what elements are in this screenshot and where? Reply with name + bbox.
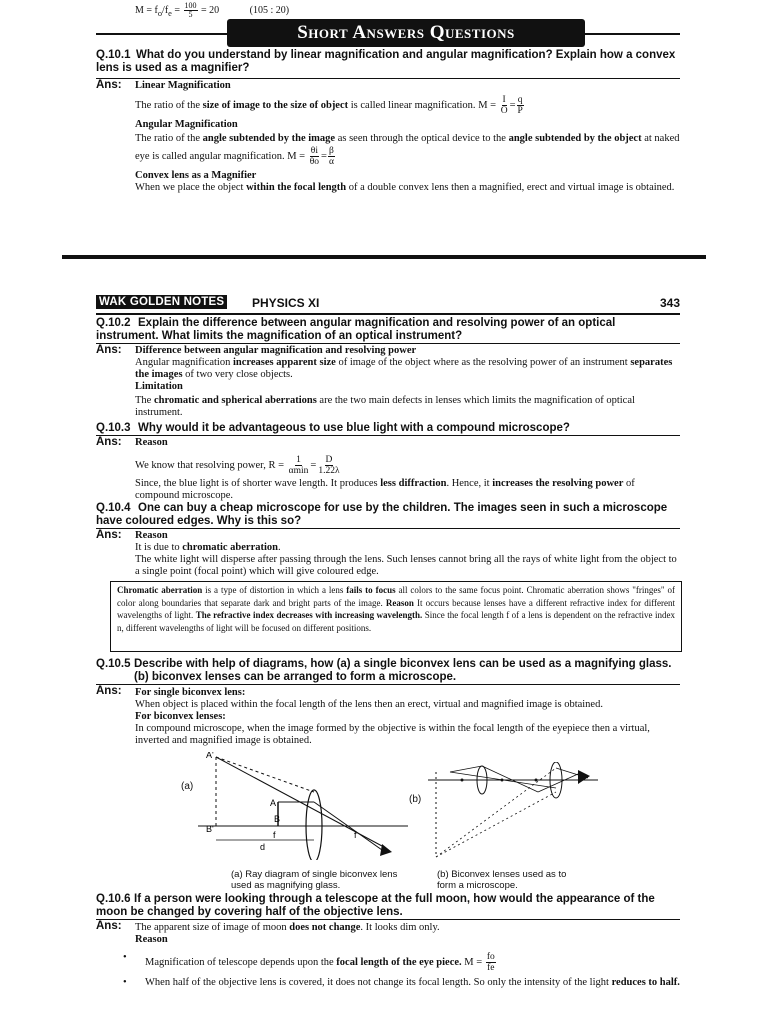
- question-10-5: [96, 658, 680, 683]
- ray-diagram-microscope: [428, 762, 598, 862]
- heading-linear-magnification: Linear Magnification: [135, 80, 231, 91]
- ray: [538, 774, 578, 792]
- fraction-numerator: 1: [296, 455, 301, 465]
- text: The: [135, 395, 152, 406]
- bold-text: increases apparent size: [232, 357, 336, 368]
- formula-text: = 20: [198, 4, 220, 16]
- paragraph: When object is placed within the focal length of the lens then an erect, virtual and magnified image is obtained.: [135, 699, 603, 710]
- diagram-a-tag: (a): [181, 781, 194, 792]
- header-rule: [96, 313, 680, 315]
- text: Since the focal length f of a lens is dependent on the refractive index n, different wavelengths of light will be focused on different positions.: [117, 610, 675, 633]
- question-10-3: [96, 422, 680, 435]
- subject-label: PHYSICS XI: [252, 296, 320, 310]
- fraction: [288, 455, 310, 476]
- text: Magnification of telescope depends upon the: [145, 956, 334, 968]
- fraction-denominator: P: [517, 106, 523, 116]
- formula-text: M = f: [135, 4, 158, 16]
- answer-label: Ans:: [96, 344, 122, 356]
- text: The ratio of the: [135, 99, 201, 111]
- paragraph: The white light will disperse after passing through the lens. Such lenses cannot bring all the rays of white light from the object to a single point (focal point) which will give coloured edge.: [135, 554, 677, 577]
- fraction-numerator: θi: [310, 146, 318, 156]
- fraction-denominator: fe: [487, 963, 495, 973]
- focal-point: [501, 779, 504, 782]
- label-f-right: f: [354, 830, 357, 840]
- focal-point: [461, 779, 464, 782]
- bold-text: does not change: [289, 922, 361, 933]
- text: When we place the object: [135, 182, 244, 193]
- page-number: 343: [659, 296, 680, 310]
- answer-10-2: [135, 345, 680, 419]
- page-separator: [62, 255, 706, 259]
- label-d: d: [260, 842, 266, 852]
- paragraph: [135, 395, 680, 419]
- page-header: [96, 295, 680, 311]
- paragraph: [135, 182, 680, 194]
- fraction-numerator: 100: [184, 1, 197, 10]
- answer-10-6: [123, 922, 680, 989]
- question-10-6: [96, 893, 680, 918]
- eye-icon: [578, 770, 590, 784]
- divider: [96, 684, 680, 685]
- text: It is due to: [135, 542, 180, 553]
- fraction: [500, 95, 509, 116]
- answer-label: Ans:: [96, 436, 122, 448]
- text: The ratio of the: [135, 133, 201, 144]
- label-f-left: f: [273, 830, 276, 840]
- text: When half of the objective lens is covered, it does not change its focal length. So only the intensity of the light: [145, 977, 609, 988]
- heading-biconvex-lenses: For biconvex lenses:: [135, 711, 226, 722]
- focal-point: [535, 779, 538, 782]
- formula-sub: e: [168, 8, 172, 18]
- bold-text: angle subtended by the image: [202, 133, 336, 144]
- fraction-numerator: β: [329, 146, 334, 156]
- bold-text: Reason: [385, 597, 414, 608]
- bold-text: reduces to half.: [611, 977, 680, 988]
- bold-text: focal length of the eye piece.: [336, 956, 462, 968]
- answer-10-1: [135, 80, 680, 194]
- text: of two very close objects.: [185, 369, 293, 380]
- text: M =: [287, 150, 306, 162]
- question-text: Explain the difference between angular magnification and resolving power of an optical instrument. What limits the magnification of an optical instrument?: [96, 317, 616, 342]
- ray: [436, 768, 556, 857]
- text: at naked eye is called angular magnification.: [135, 133, 680, 162]
- bold-text: Chromatic aberration: [117, 585, 203, 595]
- question-text: Why would it be advantageous to use blue light with a compound microscope?: [138, 422, 570, 434]
- label-a-prime: A': [206, 752, 214, 760]
- top-formula: [135, 2, 289, 20]
- text: of compound microscope.: [135, 478, 635, 501]
- bold-text: separates the images: [135, 357, 673, 380]
- question-number: Q.10.4: [96, 502, 131, 514]
- text: M =: [478, 99, 497, 111]
- caption-b: (b) Biconvex lenses used as to form a microscope.: [437, 869, 567, 891]
- paragraph: We know that resolving power, R = $\frac{1}{\alpha\min}$ = $\frac{D}{1.22\lambda}$: [135, 455, 340, 476]
- heading-reason: Reason: [135, 934, 168, 945]
- bold-text: less diffraction: [380, 478, 447, 489]
- paragraph: [135, 478, 680, 502]
- question-number: Q.10.6: [96, 893, 131, 905]
- text: Angular magnification: [135, 357, 231, 368]
- answer-label: Ans:: [96, 79, 122, 91]
- formula-ratio: (105 : 20): [249, 4, 290, 16]
- text: of image of the object where as the resolving power of an instrument: [338, 357, 628, 368]
- paragraph: [135, 542, 680, 554]
- heading-angular-magnification: Angular Magnification: [135, 119, 238, 130]
- paragraph: The ratio of the angle subtended by the image as seen through the optical device to the angle subtended by the object at naked eye is called angular magnification. M = $\frac{\theta i}{\theta o}$ = $\frac{\beta}{\alpha}$: [135, 133, 680, 167]
- bold-text: angle subtended by the: [508, 133, 612, 144]
- bold-text: within the focal length: [246, 182, 347, 193]
- text: .: [278, 542, 281, 553]
- heading-convex-lens-magnifier: Convex lens as a Magnifier: [135, 170, 257, 181]
- question-text: If a person were looking through a telescope at the full moon, how would the appearance of the moon be changed by covering half of the objective lens.: [96, 893, 655, 918]
- text: Since, the blue light is of shorter wave length. It produces: [135, 478, 378, 489]
- fraction: [184, 2, 198, 19]
- heading-reason: Reason: [135, 530, 168, 541]
- formula-sub: o: [157, 8, 163, 18]
- text: We know that resolving power,: [135, 459, 266, 471]
- label-a: A: [270, 798, 277, 808]
- answer-10-4: [135, 530, 680, 578]
- fraction-denominator: 1.22λ: [318, 466, 340, 476]
- bullet-icon: •: [123, 977, 127, 988]
- fraction-denominator: O: [500, 106, 508, 116]
- question-text: Describe with help of diagrams, how (a) a single biconvex lens can be used as a magnifying glass.: [134, 658, 672, 670]
- divider: [96, 435, 680, 436]
- fraction: [317, 455, 340, 476]
- question-10-1: [96, 49, 680, 74]
- text: R =: [268, 459, 285, 471]
- fraction: [328, 146, 335, 167]
- answer-label: Ans:: [96, 685, 122, 697]
- divider: [96, 343, 680, 344]
- question-10-4: [96, 502, 680, 527]
- label-b: B: [274, 814, 281, 824]
- fraction-numerator: fo: [486, 952, 495, 962]
- ray: [436, 792, 556, 857]
- fraction-numerator: D: [325, 455, 333, 465]
- brand-label: WAK GOLDEN NOTES: [96, 295, 227, 309]
- convex-lens: [306, 790, 322, 860]
- paragraph: [135, 922, 680, 934]
- fraction-denominator: 5: [188, 10, 193, 19]
- label-b-prime: B': [206, 824, 214, 834]
- question-10-2: [96, 317, 680, 342]
- ray: [216, 757, 382, 846]
- formula-text: =: [171, 4, 183, 16]
- fraction: [517, 95, 524, 116]
- formula-text: /f: [162, 4, 169, 16]
- fraction: [486, 952, 496, 973]
- answer-label: Ans:: [96, 529, 122, 541]
- question-text: One can buy a cheap microscope for use by the children. The images seen in such a microscope have coloured edges. Why is this so?: [96, 502, 668, 527]
- ray-diagram-magnifying-glass: [198, 752, 408, 860]
- fraction: [309, 146, 320, 167]
- answer-10-3: [135, 437, 680, 502]
- paragraph: In compound microscope, when the image formed by the objective is within the focal length of the eyepiece then a virtual, inverted and magnified image is obtained.: [135, 723, 650, 746]
- text: of a double convex lens then a magnified, erect and virtual image is obtained.: [348, 182, 675, 193]
- caption-a: (a) Ray diagram of single biconvex lens used as magnifying glass.: [231, 869, 398, 891]
- bold-text: chromatic aberration: [182, 542, 278, 553]
- divider: [96, 919, 680, 920]
- answer-10-5: [135, 687, 680, 747]
- text: is called linear magnification.: [350, 99, 476, 111]
- question-number: Q.10.3: [96, 422, 131, 434]
- fraction-denominator: αmin: [288, 466, 309, 476]
- heading-single-lens: For single biconvex lens:: [135, 687, 246, 698]
- paragraph: [135, 357, 680, 381]
- text: It occurs because lenses have a different refractive index for different wavelengths of light.: [117, 597, 676, 620]
- heading-limitation: Limitation: [135, 381, 183, 392]
- ray: [482, 766, 538, 792]
- chromatic-aberration-box: [110, 581, 682, 652]
- bold-text: size of image to the size of object: [202, 99, 349, 111]
- question-text: What do you understand by linear magnification and angular magnification? Explain how a convex lens is used as a magnifier?: [96, 49, 676, 74]
- answer-label: Ans:: [96, 920, 122, 932]
- question-number: Q.10.5: [96, 658, 131, 670]
- heading-difference: Difference between angular magnification and resolving power: [135, 345, 417, 356]
- divider: [96, 528, 680, 529]
- paragraph: The ratio of the size of image to the size of object is called linear magnification. M = $\frac{I}{O}$ = $\frac{q}{P}$: [135, 95, 523, 116]
- bullet-item: [123, 977, 680, 989]
- eye-icon: [380, 844, 392, 856]
- bold-text: fails to focus: [346, 585, 396, 595]
- fraction-denominator: α: [328, 157, 334, 167]
- heading-reason: Reason: [135, 437, 168, 448]
- fraction-denominator: θo: [309, 157, 320, 167]
- bold-text: increases the resolving power: [492, 478, 624, 489]
- fraction-numerator: I: [502, 95, 506, 105]
- banner: [227, 19, 585, 47]
- bold-text: chromatic and spherical aberrations: [153, 395, 317, 406]
- text: all colors to the same focus point. Chromatic aberration shows "fringes" of color along boundaries that separate dark and bright parts of the image.: [117, 585, 675, 608]
- fraction-numerator: q: [517, 95, 523, 105]
- text: . Hence, it: [446, 478, 490, 489]
- question-number: Q.10.1: [96, 49, 131, 61]
- banner-title: Short Answers Questions: [297, 22, 515, 43]
- ray: [450, 766, 482, 772]
- text: M =: [464, 956, 483, 968]
- bold-text: object: [614, 133, 642, 144]
- question-text: (b) biconvex lenses can be arranged to form a microscope.: [134, 670, 457, 683]
- bold-text: The refractive index decreases with increasing wavelength.: [195, 610, 423, 620]
- question-number: Q.10.2: [96, 317, 131, 329]
- text: is a type of distortion in which a lens: [205, 585, 344, 595]
- text: . It looks dim only.: [360, 922, 440, 933]
- diagram-b-tag: (b): [409, 794, 422, 805]
- text: as seen through the optical device to the: [337, 133, 506, 144]
- divider: [96, 78, 680, 79]
- ray: [216, 757, 314, 792]
- text: The apparent size of image of moon: [135, 922, 287, 933]
- text: are the two main defects in lenses which limits the magnification of optical instrument.: [135, 395, 635, 418]
- bullet-item: [123, 952, 680, 973]
- bullet-icon: •: [123, 952, 127, 963]
